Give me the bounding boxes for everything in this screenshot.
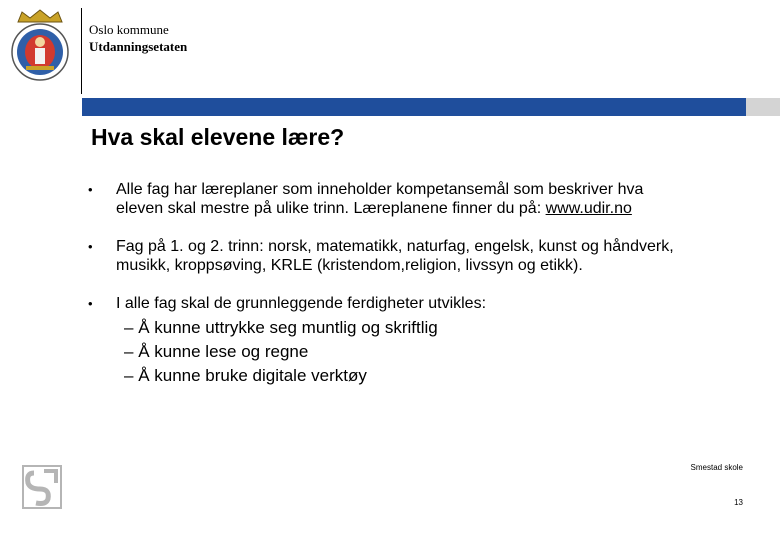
bullet-item [88,180,688,218]
org-name-line2: Utdanningsetaten [89,39,188,54]
oslo-emblem-icon [22,465,62,509]
sub-bullet-item: – Å kunne lese og regne [124,340,688,364]
page-number: 13 [734,498,743,507]
bullet-item: • Fag på 1. og 2. trinn: norsk, matematikk, naturfag, engelsk, kunst og håndverk, musikk, kroppsøving, KRLE (kristendom,religion, livssyn og etikk). [88,237,688,275]
sub-bullet-list [116,316,688,388]
sub-bullet-item: – Å kunne bruke digitale verktøy [124,364,688,388]
bullet-text: I alle fag skal de grunnleggende ferdigheter utvikles: [116,295,487,312]
bullet-list [88,180,688,407]
sub-bullet-item: – Å kunne uttrykke seg muntlig og skriftlig [124,316,688,340]
oslo-crest-logo [8,8,72,82]
school-name: Smestad skole [690,463,743,472]
header-band [82,98,746,116]
udir-link[interactable]: www.udir.no [545,200,632,217]
header-divider [81,8,82,94]
slide-title: Hva skal elevene lære? [91,124,345,150]
bullet-item [88,294,688,388]
bullet-text: Alle fag har læreplaner som inneholder kompetansemål som beskriver hva eleven skal mestre på ulike trinn. Læreplanene finner du på: [116,181,644,217]
header-band-tail [746,98,780,116]
organization-name [89,21,187,55]
org-name-line1: Oslo kommune [89,22,169,37]
